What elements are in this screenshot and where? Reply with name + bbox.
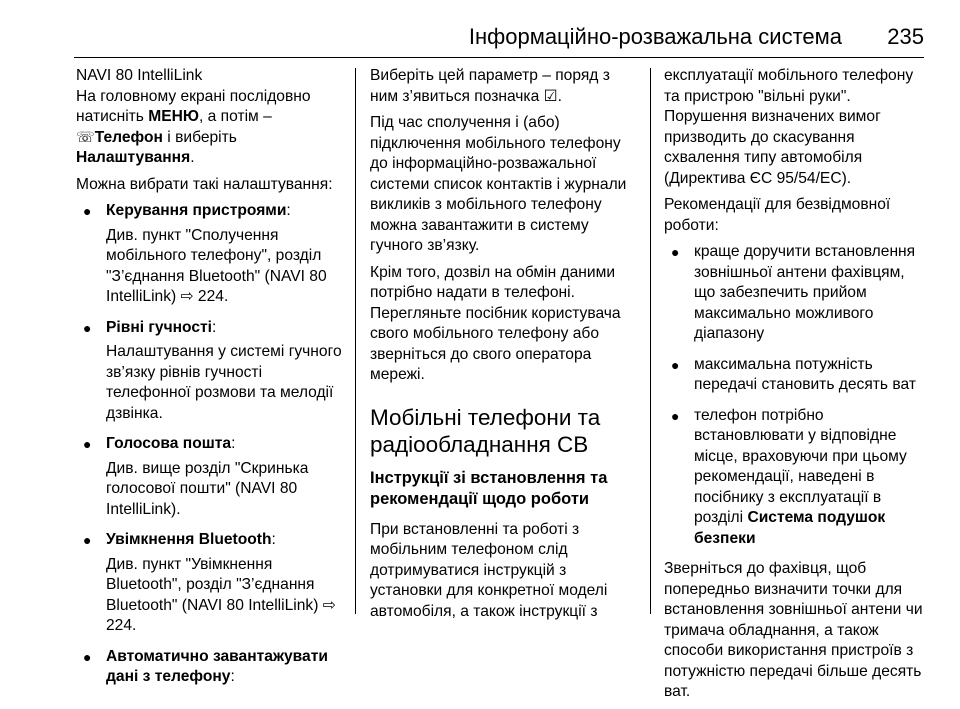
list-item: ● краще доручити встановлення зовнішньої антени фахівцям, що забезпечить прийом максимально можливого діапазону [671,243,916,342]
settings-label: Налаштування [76,149,191,166]
column-1 [76,66,348,698]
paragraph: При встановленні та роботі з мобільним телефоном слід дотримуватися інструкцій з установки для конкретної моделі автомобіля, а також інструкції з [370,520,608,620]
subsection-title: Інструкції зі встановлення та рекомендації щодо роботи [370,468,608,508]
section-title: Мобільні телефони та радіообладнання СВ [370,404,601,457]
paragraph: Зверніться до фахівця, щоб попередньо визначити точки для встановлення зовнішньої антени чи тримача обладнання, а також способи використання пристроїв з потужністю передачі більше десять ват. [664,560,923,700]
header-rule [74,57,924,58]
paragraph: Крім того, дозвіл на обмін даними потрібно надати в телефоні. Перегляньте посібник користувача свого мобільного телефону або зверніться до свого оператора мережі. [370,263,621,383]
airbag-section-ref: Система подушок безпеки [694,509,886,547]
page-number: 235 [887,24,924,49]
bullet-icon: ● [83,203,92,219]
menu-label: МЕНЮ [148,108,199,125]
options-intro: Можна вибрати такі налаштування: [76,175,333,193]
list-item: ● телефон потрібно встановлювати у відповідне місце, враховуючи при цьому рекомендації, наведені в посібнику з експлуатації в розділі Система подушок безпеки [671,406,907,547]
intro-paragraph: На головному екрані послідовно натисніть МЕНЮ, а потім – ☏Телефон і виберіть Налаштування. [76,87,311,166]
bullet-icon: ● [671,244,680,260]
section-heading: NAVI 80 IntelliLink [76,67,203,84]
list-item: ● Увімкнення Bluetooth: Див. пункт "Увімкнення Bluetooth", розділ "З’єднання Bluetooth" (NAVI 80 IntelliLink) ⇨ 224. [83,531,336,634]
bullet-icon: ● [83,319,92,336]
list-item: ● максимальна потужність передачі становить десять ват [671,355,916,393]
paragraph: Під час сполучення і (або) підключення мобільного телефону до інформаційно-розважальної системи список контактів і журнали викликів з мобільного телефону можна завантажити в систему гучного зв’язку. [370,114,627,254]
bullet-icon: ● [83,648,92,665]
paragraph: експлуатації мобільного телефону та пристрою "вільні руки". Порушення визначених вимог призводить до скасування схвалення типу автомобіля (Директива ЄС 95/54/ЕС). [664,67,914,187]
bullet-icon: ● [83,532,92,548]
column-divider [355,68,356,614]
list-item: ● Автоматично завантажувати дані з телефону: [83,647,328,685]
list-item: ● Голосова пошта: Див. вище розділ "Скринька голосової пошти" (NAVI 80 IntelliLink). [83,435,309,518]
chapter-title: Інформаційно-розважальна система [468,24,842,49]
phone-label: Телефон [94,128,163,146]
column-3 [664,66,929,709]
column-2 [370,66,640,628]
paragraph: Рекомендації для безвідмовної роботи: [664,196,891,234]
bullet-icon: ● [83,436,92,452]
bullet-icon: ● [671,356,680,373]
paragraph: Виберіть цей параметр – поряд з ним з’явиться позначка ☑. [370,67,610,105]
list-item: ● Керування пристроями: Див. пункт "Сполучення мобільного телефону", розділ "З’єднання Bluetooth" (NAVI 80 IntelliLink) ⇨ 224. [83,202,327,305]
list-item: ● Рівні гучності: Налаштування у системі гучного зв’язку рівнів гучності телефонної розмови та мелодії дзвінка. [83,318,342,422]
phone-icon: ☏ [76,128,95,146]
bullet-icon: ● [671,407,680,424]
column-divider [650,68,651,614]
page-header [0,0,960,58]
